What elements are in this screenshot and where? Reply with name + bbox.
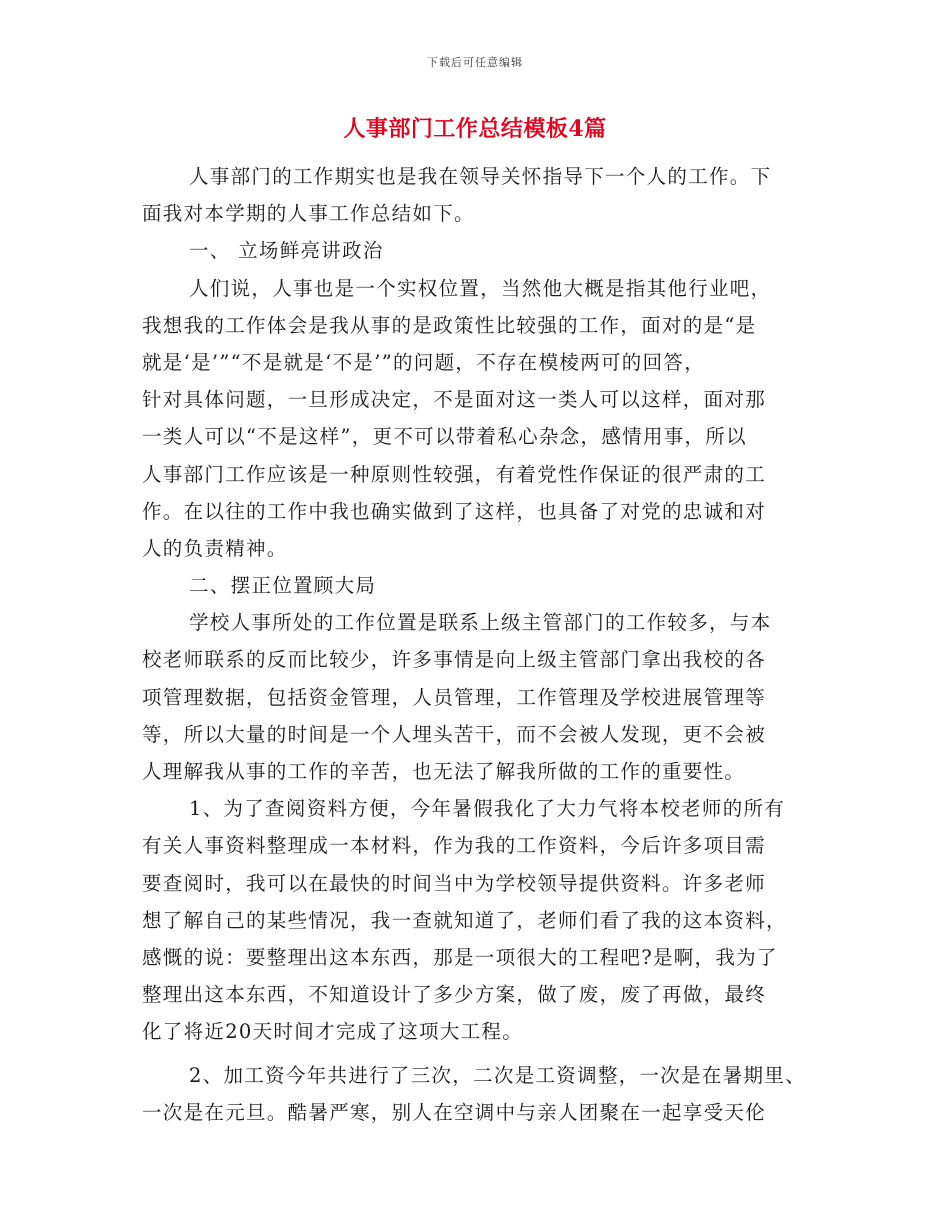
text-line: 二、摆正位置顾大局: [189, 574, 377, 598]
text-line: 人事部门的工作期实也是我在领导关怀指导下一个人的工作。下: [189, 165, 772, 188]
text-line: 针对具体问题，一旦形成决定，不是面对这一类人可以这样，面对那: [142, 388, 767, 412]
document-title: 人事部门工作总结模板4篇: [343, 116, 607, 142]
text-line: 等，所以大量的时间是一个人埋头苦干，而不会被人发现，更不会被: [142, 722, 767, 746]
text-line: 校老师联系的反而比较少，许多事情是向上级主管部门拿出我校的各: [142, 648, 767, 672]
text-line: 一次是在元旦。酷暑严寒，别人在空调中与亲人团聚在一起享受天伦: [142, 1100, 767, 1124]
text-line: 面我对本学期的人事工作总结如下。: [142, 202, 475, 226]
text-line: 1、为了查阅资料方便，今年暑假我化了大力气将本校老师的所有: [189, 797, 786, 821]
text-line: 一、 立场鲜亮讲政治: [189, 239, 384, 263]
text-line: 感慨的说：要整理出这本东西，那是一项很大的工程吧?是啊，我为了: [142, 945, 778, 969]
text-line: 想了解自己的某些情况，我一查就知道了，老师们看了我的这本资料，: [142, 908, 787, 932]
text-line: 就是‘是’”“不是就是‘不是’”的问题，不存在模棱两可的回答，: [142, 350, 706, 374]
text-line: 作。在以往的工作中我也确实做到了这样，也具备了对党的忠诚和对: [142, 499, 767, 523]
text-line: 整理出这本东西，不知道设计了多少方案，做了废，废了再做，最终: [142, 983, 767, 1007]
text-line: 一类人可以“不是这样”，更不可以带着私心杂念，感情用事，所以: [142, 425, 747, 449]
text-line: 人们说，人事也是一个实权位置，当然他大概是指其他行业吧，: [189, 276, 772, 300]
text-line: 人事部门工作应该是一种原则性较强，有着党性作保证的很严肃的工: [142, 462, 767, 486]
text-line: 我想我的工作体会是我从事的是政策性比较强的工作，面对的是“是: [142, 313, 757, 337]
text-line: 2、加工资今年共进行了三次，二次是工资调整，一次是在暑期里、: [189, 1063, 806, 1087]
text-line: 项管理数据，包括资金管理，人员管理，工作管理及学校进展管理等: [142, 685, 767, 709]
text-line: 有关人事资料整理成一本材料，作为我的工作资料，今后许多项目需: [142, 834, 767, 858]
text-line: 化了将近20天时间才完成了这项大工程。: [142, 1020, 524, 1044]
text-line: 人的负责精神。: [142, 536, 288, 560]
text-line: 学校人事所处的工作位置是联系上级主管部门的工作较多，与本: [189, 611, 772, 635]
text-line: 要查阅时，我可以在最快的时间当中为学校领导提供资料。许多老师: [142, 871, 767, 895]
page-header-note: 下载后可任意编辑: [427, 56, 523, 69]
document-body: [142, 158, 822, 1131]
text-line: 人理解我从事的工作的辛苦，也无法了解我所做的工作的重要性。: [142, 760, 746, 783]
